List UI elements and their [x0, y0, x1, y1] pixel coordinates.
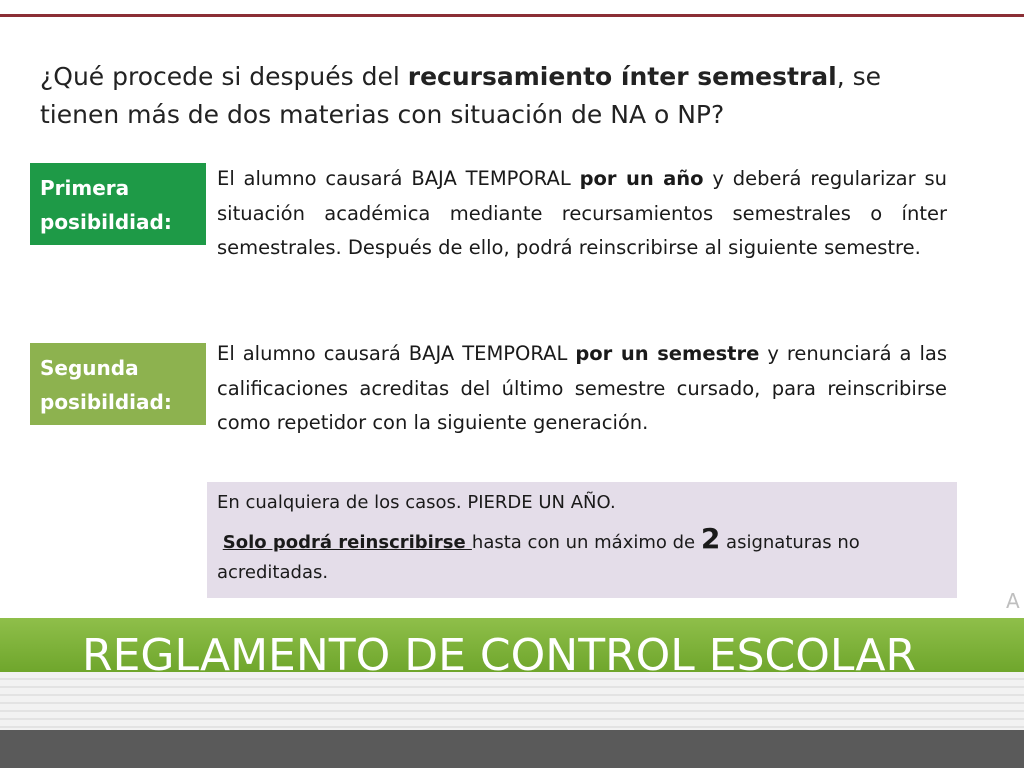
banner-title: REGLAMENTO DE CONTROL ESCOLAR	[82, 630, 917, 672]
second-option-text-bold: por un semestre	[575, 342, 760, 365]
note-underlined: Solo podrá reinscribirse	[222, 532, 472, 553]
question-part2: , se tienen más de dos materias con situación de NA o NP?	[40, 62, 881, 129]
note-line2	[217, 524, 947, 558]
note-line1: En cualquiera de los casos. PIERDE UN AÑO.	[217, 492, 616, 513]
first-option-text-bold: por un año	[579, 167, 704, 190]
first-option-text	[217, 162, 947, 266]
question-bold: recursamiento ínter semestral	[407, 62, 837, 91]
side-mark: A	[1006, 589, 1020, 613]
first-option-label	[30, 163, 206, 245]
note-after-number: asignaturas no	[720, 532, 860, 553]
first-option-label-line1: Primera	[40, 176, 130, 200]
second-option-label-line1: Segunda	[40, 356, 139, 380]
first-option-text-part2: y deberá regularizar su situación académica mediante recursamientos semestrales o ínter semestrales. Después de ello, podrá reinscribirse al siguiente semestre.	[217, 167, 947, 259]
first-option-text-part1: El alumno causará BAJA TEMPORAL	[217, 167, 580, 190]
question-part1: ¿Qué procede si después del	[40, 62, 408, 91]
decorative-stripes	[0, 672, 1024, 730]
second-option-label-line2: posibildiad:	[40, 390, 172, 414]
question-heading	[40, 58, 960, 134]
second-option-label	[30, 343, 206, 425]
note-line3: acreditadas.	[217, 562, 329, 583]
second-option-text-part1: El alumno causará BAJA TEMPORAL	[217, 342, 576, 365]
bottom-bar	[0, 730, 1024, 768]
title-banner	[0, 618, 1024, 672]
top-divider	[0, 14, 1024, 17]
note-box	[207, 482, 957, 598]
first-option-label-line2: posibildiad:	[40, 210, 172, 234]
note-number: 2	[700, 522, 721, 555]
note-mid: hasta con un máximo de	[471, 532, 701, 553]
second-option-text-part2: y renunciará a las calificaciones acreditas del último semestre cursado, para reinscribirse como repetidor con la siguiente generación.	[217, 342, 947, 434]
second-option-text	[217, 337, 947, 441]
